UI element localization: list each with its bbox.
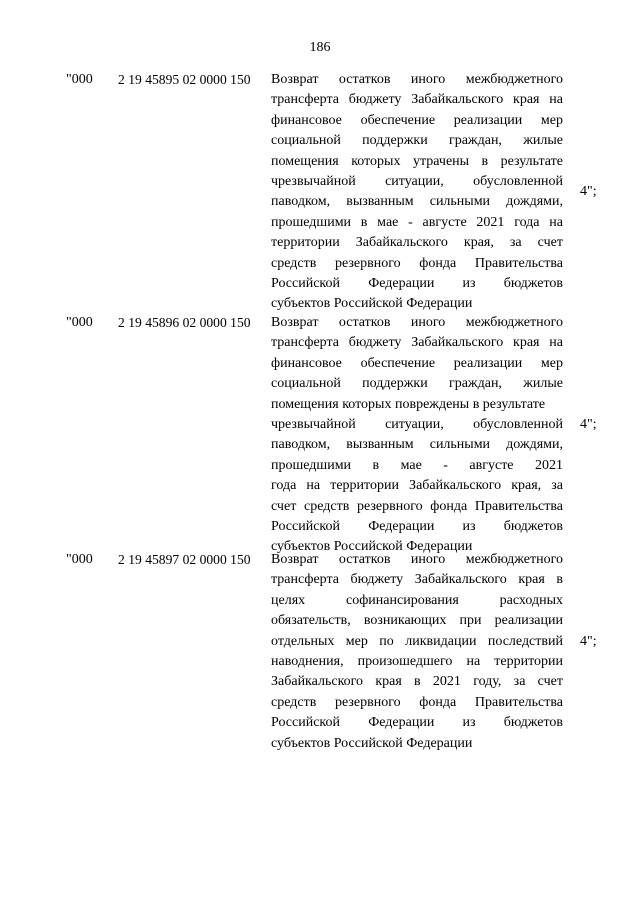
admin-code: "000 <box>66 552 93 567</box>
budget-classification-code: 2 19 45897 02 0000 150 <box>118 552 251 567</box>
amount-value: 4"; <box>580 634 597 649</box>
income-description <box>271 70 563 315</box>
description-line: помещения которых утрачены в результате <box>271 153 563 169</box>
description-line: обязательств, возникающих при реализации <box>271 613 563 629</box>
description-line: паводком, вызванным сильными дождями, <box>271 437 563 453</box>
description-line: средств резервного фонда Правительства <box>271 694 563 710</box>
description-line: трансферта бюджету Забайкальского края на <box>271 92 563 108</box>
description-line: чрезвычайной ситуации, обусловленной <box>271 174 563 190</box>
amount-value: 4"; <box>580 184 597 199</box>
amount-value: 4"; <box>580 417 597 432</box>
description-line: Российской Федерации из бюджетов <box>271 519 563 535</box>
description-line: трансферта бюджету Забайкальского края в <box>271 572 563 588</box>
description-line: прошедшими в мае - августе 2021 года на <box>271 214 563 230</box>
page-number: 186 <box>309 40 331 55</box>
description-line: субъектов Российской Федерации <box>271 296 473 312</box>
description-line: финансовое обеспечение реализации мер <box>271 355 563 371</box>
income-description <box>271 550 563 754</box>
description-line: паводком, вызванным сильными дождями, <box>271 194 563 210</box>
description-line: социальной поддержки граждан, жилые <box>271 376 563 392</box>
description-line: прошедшими в мае - августе 2021 <box>271 457 563 473</box>
description-line: субъектов Российской Федерации <box>271 539 473 555</box>
description-line: помещения которых повреждены в результате <box>271 396 546 412</box>
description-line: Российской Федерации из бюджетов <box>271 715 563 731</box>
description-line: наводнения, произошедшего на территории <box>271 654 563 670</box>
admin-code: "000 <box>66 315 93 330</box>
description-line: целях софинансирования расходных <box>271 592 563 608</box>
budget-classification-code: 2 19 45895 02 0000 150 <box>118 72 251 87</box>
description-line: Возврат остатков иного межбюджетного <box>271 72 563 87</box>
description-line: субъектов Российской Федерации <box>271 735 473 751</box>
description-line: отдельных мер по ликвидации последствий <box>271 633 563 649</box>
description-line: счет средств резервного фонда Правительства <box>271 498 563 514</box>
description-line: трансферта бюджету Забайкальского края на <box>271 335 563 351</box>
income-description <box>271 313 563 558</box>
description-line: чрезвычайной ситуации, обусловленной <box>271 417 563 433</box>
description-line: территории Забайкальского края, за счет <box>271 235 563 251</box>
description-line: Забайкальского края в 2021 году, за счет <box>271 674 563 690</box>
description-line: года на территории Забайкальского края, за <box>271 478 563 494</box>
admin-code: "000 <box>66 72 93 87</box>
description-line: Возврат остатков иного межбюджетного <box>271 552 563 567</box>
description-line: Российской Федерации из бюджетов <box>271 276 563 292</box>
description-line: социальной поддержки граждан, жилые <box>271 133 563 149</box>
budget-classification-code: 2 19 45896 02 0000 150 <box>118 315 251 330</box>
description-line: Возврат остатков иного межбюджетного <box>271 315 563 330</box>
description-line: финансовое обеспечение реализации мер <box>271 112 563 128</box>
description-line: средств резервного фонда Правительства <box>271 255 563 271</box>
